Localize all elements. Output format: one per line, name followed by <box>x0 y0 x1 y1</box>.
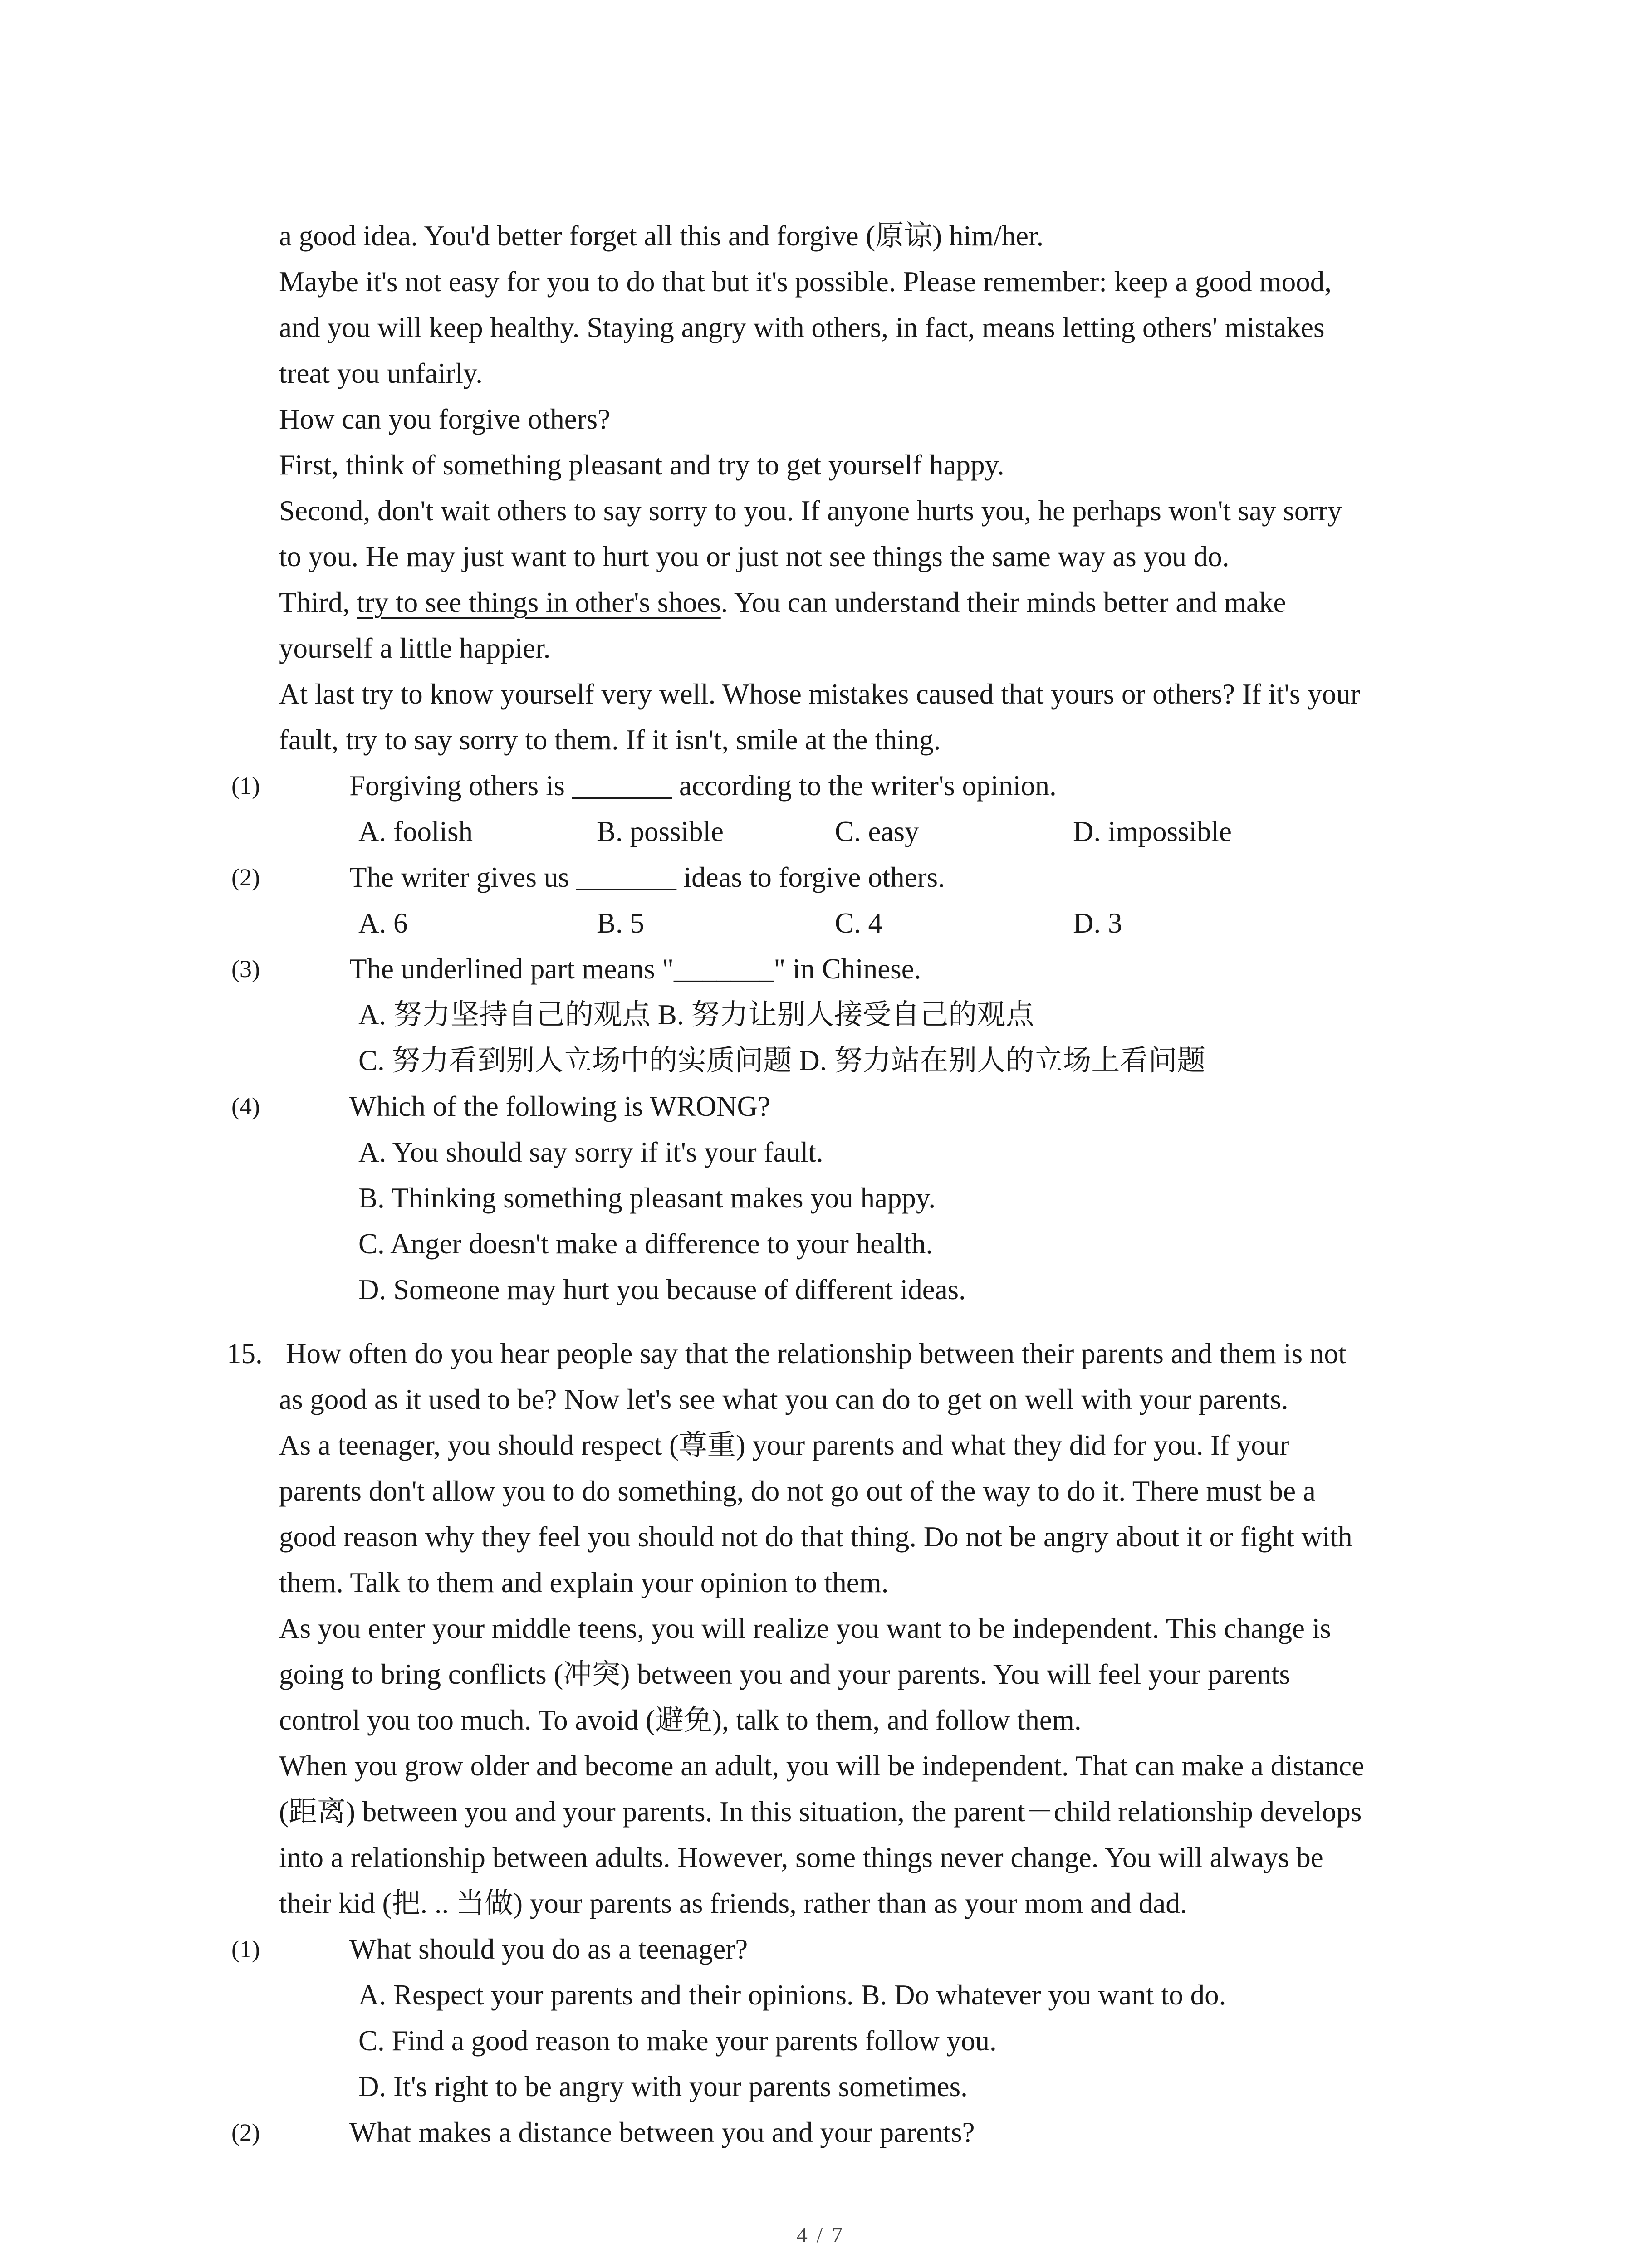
question-number: (2) <box>231 864 260 891</box>
passage-line: going to bring conflicts (冲突) between you and your parents. You will feel your parents <box>279 1658 1291 1690</box>
option-a: A. 6 <box>358 907 408 939</box>
question-number: (1) <box>231 772 260 799</box>
passage-line: yourself a little happier. <box>279 632 551 664</box>
passage-line: Maybe it's not easy for you to do that but it's possible. Please remember: keep a good mood, <box>279 266 1332 298</box>
option-d: D. 3 <box>1073 907 1122 939</box>
third-prefix: Third, <box>279 587 357 618</box>
passage-line: a good idea. You'd better forget all this and forgive (原谅) him/her. <box>279 220 1044 252</box>
passage-line: As you enter your middle teens, you will realize you want to be independent. This change is <box>279 1613 1331 1644</box>
passage-number: 15. <box>227 1338 263 1369</box>
question-row <box>231 1926 1459 1972</box>
question-stem: Forgiving others is _______ according to the writer's opinion. <box>349 770 1057 802</box>
question-number: (4) <box>231 1093 260 1120</box>
passage-line: Second, don't wait others to say sorry to you. If anyone hurts you, he perhaps won't say sorry <box>279 495 1342 527</box>
page-content <box>227 213 1459 2156</box>
question-row <box>231 946 1459 992</box>
option-line: C. Find a good reason to make your parents follow you. <box>358 2025 997 2057</box>
option-d: D. impossible <box>1073 816 1232 847</box>
option-line: A. You should say sorry if it's your fault. <box>358 1136 823 1168</box>
question-number: (3) <box>231 955 260 982</box>
option-c: C. 4 <box>835 907 883 939</box>
option-line: A. Respect your parents and their opinions. B. Do whatever you want to do. <box>358 1979 1226 2011</box>
option-line: B. Thinking something pleasant makes you happy. <box>358 1182 936 1214</box>
option-b: B. possible <box>597 816 724 847</box>
page-number: 4 / 7 <box>796 2223 845 2247</box>
question-row <box>231 1084 1459 1129</box>
passage-line: fault, try to say sorry to them. If it isn't, smile at the thing. <box>279 724 941 756</box>
option-line: A. 努力坚持自己的观点 B. 努力让别人接受自己的观点 <box>358 999 1034 1031</box>
passage-line: to you. He may just want to hurt you or just not see things the same way as you do. <box>279 541 1230 572</box>
passage-line: First, think of something pleasant and try to get yourself happy. <box>279 449 1004 481</box>
question-stem: What makes a distance between you and your parents? <box>349 2116 975 2148</box>
passage-line: them. Talk to them and explain your opinion to them. <box>279 1567 889 1598</box>
passage-line: How often do you hear people say that the relationship between their parents and them is not <box>286 1338 1347 1369</box>
passage-line-underlined <box>279 580 1459 626</box>
passage-line: as good as it used to be? Now let's see what you can do to get on well with your parents. <box>279 1383 1288 1415</box>
question-number: (2) <box>231 2119 260 2146</box>
question-number: (1) <box>231 1936 260 1963</box>
passage-line: good reason why they feel you should not do that thing. Do not be angry about it or fight with <box>279 1521 1352 1553</box>
question-row <box>231 763 1459 809</box>
question-row <box>231 855 1459 900</box>
option-c: C. easy <box>835 816 919 847</box>
question-stem: Which of the following is WRONG? <box>349 1090 770 1122</box>
passage-15-first-line <box>227 1331 1459 1377</box>
passage-line: At last try to know yourself very well. Whose mistakes caused that yours or others? If it's your <box>279 678 1360 710</box>
question-row <box>231 2110 1459 2156</box>
option-line: C. 努力看到别人立场中的实质问题 D. 努力站在别人的立场上看问题 <box>358 1045 1206 1076</box>
question-stem: The writer gives us _______ ideas to forgive others. <box>349 861 945 893</box>
passage-line: How can you forgive others? <box>279 403 611 435</box>
section-gap <box>279 1313 1459 1331</box>
passage-line: into a relationship between adults. However, some things never change. You will always be <box>279 1842 1323 1873</box>
question-stem: The underlined part means "_______" in Chinese. <box>349 953 921 985</box>
option-b: B. 5 <box>597 907 645 939</box>
option-line: D. Someone may hurt you because of different ideas. <box>358 1274 966 1305</box>
option-line: C. Anger doesn't make a difference to your health. <box>358 1228 933 1260</box>
passage-line: (距离) between you and your parents. In this situation, the parent－child relationship develops <box>279 1796 1362 1828</box>
options-row <box>279 809 1459 855</box>
passage-line: their kid (把. .. 当做) your parents as friends, rather than as your mom and dad. <box>279 1887 1187 1919</box>
third-suffix: . You can understand their minds better and make <box>720 587 1286 618</box>
underlined-phrase: try to see things in other's shoes <box>357 587 721 618</box>
passage-line: When you grow older and become an adult, you will be independent. That can make a distance <box>279 1750 1365 1782</box>
option-line: D. It's right to be angry with your parents sometimes. <box>358 2071 968 2102</box>
passage-line: control you too much. To avoid (避免), talk to them, and follow them. <box>279 1704 1082 1736</box>
passage-line: As a teenager, you should respect (尊重) your parents and what they did for you. If your <box>279 1429 1289 1461</box>
passage-line: treat you unfairly. <box>279 357 483 389</box>
options-row <box>279 900 1459 946</box>
question-stem: What should you do as a teenager? <box>349 1933 748 1965</box>
passage-line: and you will keep healthy. Staying angry with others, in fact, means letting others' mistakes <box>279 312 1325 343</box>
passage-line: parents don't allow you to do something, do not go out of the way to do it. There must be a <box>279 1475 1316 1507</box>
option-a: A. foolish <box>358 816 473 847</box>
